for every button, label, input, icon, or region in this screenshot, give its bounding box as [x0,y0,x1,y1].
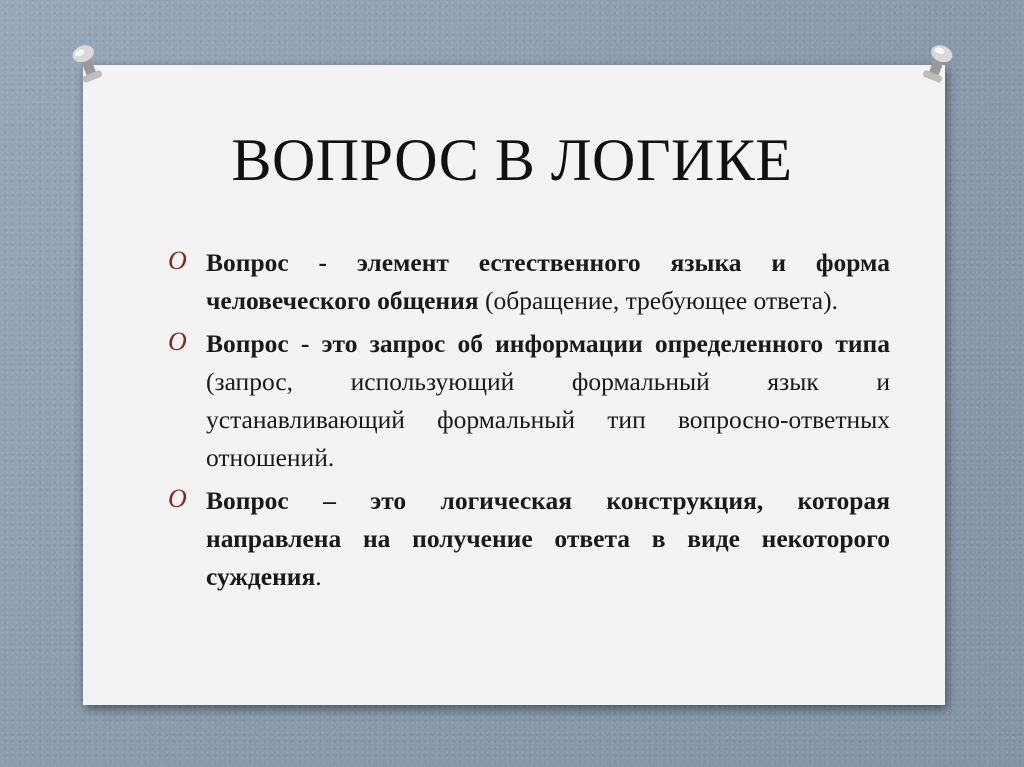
bullet-item [168,244,890,320]
bullet-text [206,244,890,320]
bullet-normal-text: . [315,562,322,591]
bullet-marker: O [168,246,187,275]
bullet-marker: O [168,484,187,513]
bullet-text [206,482,890,596]
bullet-list [168,244,890,601]
bullet-bold-text: Вопрос - элемент естественного языка и форма человеческого общения [206,248,890,315]
bullet-normal-text: (запрос, использующий формальный язык и устанавливающий формальный тип вопросно-ответных отношений. [206,367,890,472]
bullet-bold-text: Вопрос – это логическая конструкция, которая направлена на получение ответа в виде некоторого суждения [206,486,890,591]
bullet-bold-text: Вопрос - это запрос об информации определенного типа [206,329,890,358]
bullet-text [206,325,890,477]
bullet-item [168,482,890,596]
bullet-normal-text: (обращение, требующее ответа). [478,286,838,315]
slide-title: ВОПРОС В ЛОГИКЕ [231,127,793,193]
bullet-marker: O [168,327,187,356]
bullet-item [168,325,890,477]
